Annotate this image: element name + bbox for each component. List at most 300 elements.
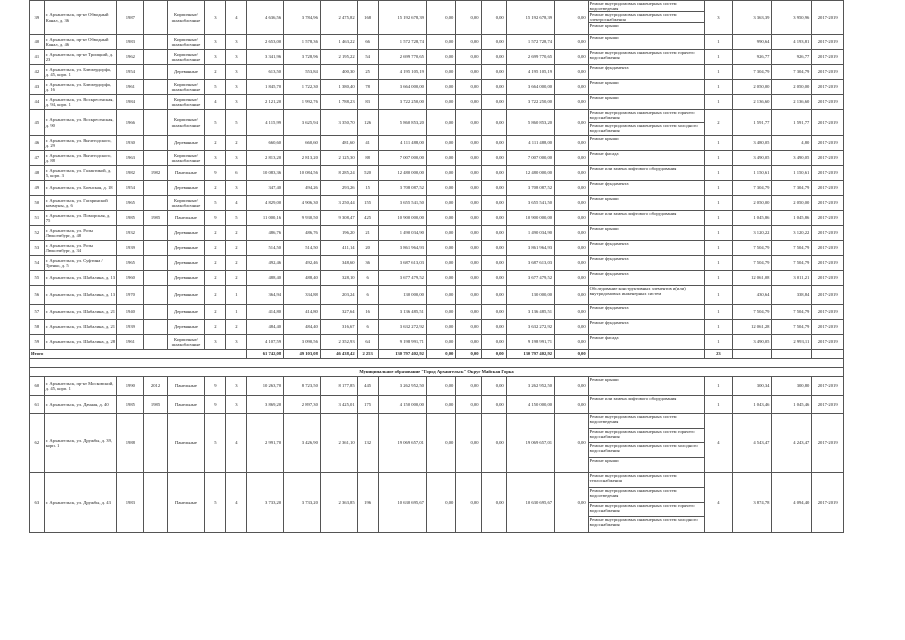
unit-cost: 300,34 bbox=[732, 377, 772, 396]
cost-regional: 0,00 bbox=[456, 335, 481, 350]
address: г. Архангельск, ул. Поморская, д. 75 bbox=[44, 211, 116, 226]
floors: 2 bbox=[205, 271, 226, 286]
cost-federal: 0,00 bbox=[426, 286, 455, 305]
cost-owners: 3 722 250,00 bbox=[506, 95, 554, 110]
table-row bbox=[30, 226, 844, 241]
cost-owners: 15 192 678,39 bbox=[506, 1, 554, 35]
floors: 5 bbox=[205, 80, 226, 95]
entrances: 3 bbox=[226, 65, 247, 80]
area-premises: 1 380,40 bbox=[320, 80, 357, 95]
cost-local: 0,00 bbox=[481, 271, 506, 286]
repair-period: 2017-2019 bbox=[812, 473, 844, 533]
repair-works bbox=[588, 473, 705, 533]
row-number: 59 bbox=[30, 335, 45, 350]
max-unit-cost: 2 993,11 bbox=[772, 335, 812, 350]
cost-total: 3 687 613,03 bbox=[378, 256, 426, 271]
residents: 21 bbox=[357, 226, 378, 241]
total-s3: 46 438,42 bbox=[320, 350, 357, 359]
repair-work-item: Обследование конструктивных элементов и(или) внутридомовых инженерных систем bbox=[589, 286, 686, 297]
cost-federal: 0,00 bbox=[426, 110, 455, 136]
cost-owners: 3 708 087,52 bbox=[506, 181, 554, 196]
cost-local: 0,00 bbox=[481, 65, 506, 80]
repair-work-item: Ремонт крыши bbox=[589, 80, 619, 85]
works-count: 1 bbox=[705, 271, 732, 286]
cost-total: 1 490 034,90 bbox=[378, 226, 426, 241]
area-residential: 10 084,56 bbox=[284, 166, 321, 181]
total-area: 3 733,20 bbox=[247, 473, 284, 533]
entrances: 2 bbox=[226, 241, 247, 256]
row-number: 46 bbox=[30, 136, 45, 151]
residents: 6 bbox=[357, 271, 378, 286]
area-residential: 484,40 bbox=[284, 320, 321, 335]
residents: 64 bbox=[357, 335, 378, 350]
table-row bbox=[30, 320, 844, 335]
cost-other: 0,00 bbox=[555, 65, 589, 80]
address: г. Архангельск, ул. Вычегодского, д. 88 bbox=[44, 151, 116, 166]
unit-cost: 3 490,05 bbox=[732, 151, 772, 166]
residents: 41 bbox=[357, 136, 378, 151]
residents: 6 bbox=[357, 286, 378, 305]
area-premises: 3 425,01 bbox=[320, 396, 357, 414]
repair-works bbox=[588, 286, 705, 305]
cost-regional: 0,00 bbox=[456, 241, 481, 256]
total-blank-yr bbox=[812, 350, 844, 359]
max-unit-cost: 4 243,47 bbox=[772, 414, 812, 473]
table-row bbox=[30, 181, 844, 196]
repair-period: 2017-2019 bbox=[812, 305, 844, 320]
cost-federal: 0,00 bbox=[426, 211, 455, 226]
renovation-year bbox=[144, 151, 167, 166]
renovation-year bbox=[144, 110, 167, 136]
repair-work-item: Ремонт внутридомовых инженерных систем водоотведения bbox=[589, 488, 705, 503]
max-unit-cost: 338,84 bbox=[772, 286, 812, 305]
total-res: 2 253 bbox=[357, 350, 378, 359]
entrances: 6 bbox=[226, 166, 247, 181]
area-residential: 3 625,94 bbox=[284, 110, 321, 136]
build-year: 1939 bbox=[117, 241, 144, 256]
repair-period: 2017-2019 bbox=[812, 166, 844, 181]
unit-cost: 3 874,78 bbox=[732, 473, 772, 533]
cost-regional: 0,00 bbox=[456, 473, 481, 533]
cost-regional: 0,00 bbox=[456, 95, 481, 110]
repair-works bbox=[588, 305, 705, 320]
row-number: 47 bbox=[30, 151, 45, 166]
floors: 5 bbox=[205, 473, 226, 533]
area-residential: 514,50 bbox=[284, 241, 321, 256]
works-count: 1 bbox=[705, 320, 732, 335]
row-number: 62 bbox=[30, 414, 45, 473]
repair-works bbox=[588, 256, 705, 271]
build-year: 1960 bbox=[117, 271, 144, 286]
entrances: 5 bbox=[226, 211, 247, 226]
address: г. Архангельск, ул. Шабалина, д. 21 bbox=[44, 305, 116, 320]
max-unit-cost: 7 504,79 bbox=[772, 256, 812, 271]
residents: 83 bbox=[357, 95, 378, 110]
cost-local: 0,00 bbox=[481, 473, 506, 533]
repair-work-item: Ремонт фундамента bbox=[589, 181, 629, 186]
entrances: 3 bbox=[226, 50, 247, 65]
table-row bbox=[30, 110, 844, 136]
table-row bbox=[30, 196, 844, 211]
row-number: 44 bbox=[30, 95, 45, 110]
cost-other: 0,00 bbox=[555, 414, 589, 473]
wall-material: Деревянные bbox=[167, 286, 205, 305]
entrances: 3 bbox=[226, 396, 247, 414]
total-area: 4 115,99 bbox=[247, 110, 284, 136]
cost-other: 0,00 bbox=[555, 1, 589, 35]
cost-federal: 0,00 bbox=[426, 241, 455, 256]
residents: 66 bbox=[357, 35, 378, 50]
build-year: 1965 bbox=[117, 256, 144, 271]
table-row bbox=[30, 414, 844, 473]
cost-other: 0,00 bbox=[555, 181, 589, 196]
residents: 78 bbox=[357, 80, 378, 95]
works-count: 1 bbox=[705, 335, 732, 350]
cost-total: 19 069 657,01 bbox=[378, 414, 426, 473]
area-residential: 494,26 bbox=[284, 181, 321, 196]
works-count: 1 bbox=[705, 65, 732, 80]
cost-federal: 0,00 bbox=[426, 271, 455, 286]
build-year: 1961 bbox=[117, 80, 144, 95]
total-c2: 0,00 bbox=[426, 350, 455, 359]
residents: 520 bbox=[357, 166, 378, 181]
repair-period: 2017-2019 bbox=[812, 226, 844, 241]
cost-local: 0,00 bbox=[481, 320, 506, 335]
wall-material: Панельные bbox=[167, 473, 205, 533]
renovation-year bbox=[144, 271, 167, 286]
cost-total: 3 664 000,00 bbox=[378, 80, 426, 95]
address: г. Архангельск, ул. Шабалина, д. 13 bbox=[44, 271, 116, 286]
repair-works bbox=[588, 166, 705, 181]
build-year: 1939 bbox=[117, 320, 144, 335]
total-blank-u2 bbox=[772, 350, 812, 359]
cost-regional: 0,00 bbox=[456, 35, 481, 50]
cost-federal: 0,00 bbox=[426, 377, 455, 396]
build-year: 1984 bbox=[117, 95, 144, 110]
repair-period: 2017-2019 bbox=[812, 35, 844, 50]
entrances: 4 bbox=[226, 414, 247, 473]
floors: 9 bbox=[205, 377, 226, 396]
total-area: 11 000,16 bbox=[247, 211, 284, 226]
residents: 425 bbox=[357, 211, 378, 226]
build-year: 1940 bbox=[117, 305, 144, 320]
entrances: 2 bbox=[226, 271, 247, 286]
works-count: 3 bbox=[705, 1, 732, 35]
max-unit-cost: 1 150,61 bbox=[772, 166, 812, 181]
floors: 9 bbox=[205, 211, 226, 226]
max-unit-cost: 4,80 bbox=[772, 136, 812, 151]
table-row bbox=[30, 241, 844, 256]
cost-owners: 10 900 000,00 bbox=[506, 211, 554, 226]
cost-federal: 0,00 bbox=[426, 35, 455, 50]
repair-work-item: Ремонт крыши bbox=[589, 136, 619, 141]
wall-material: Панельные bbox=[167, 166, 205, 181]
works-count: 1 bbox=[705, 50, 732, 65]
repair-period: 2017-2019 bbox=[812, 241, 844, 256]
area-premises: 8 177,85 bbox=[320, 377, 357, 396]
wall-material: Деревянные bbox=[167, 65, 205, 80]
area-residential: 1 578,36 bbox=[284, 35, 321, 50]
floors: 2 bbox=[205, 320, 226, 335]
cost-regional: 0,00 bbox=[456, 110, 481, 136]
capital-repair-table bbox=[29, 0, 844, 533]
floors: 2 bbox=[205, 305, 226, 320]
area-premises: 293,26 bbox=[320, 181, 357, 196]
area-premises: 328,10 bbox=[320, 271, 357, 286]
total-area: 3 341,96 bbox=[247, 50, 284, 65]
repair-period: 2017-2019 bbox=[812, 151, 844, 166]
repair-period: 2017-2019 bbox=[812, 65, 844, 80]
total-area: 2 813,20 bbox=[247, 151, 284, 166]
repair-period: 2017-2019 bbox=[812, 181, 844, 196]
cost-regional: 0,00 bbox=[456, 196, 481, 211]
renovation-year bbox=[144, 226, 167, 241]
cost-other: 0,00 bbox=[555, 196, 589, 211]
residents: 126 bbox=[357, 110, 378, 136]
cost-local: 0,00 bbox=[481, 136, 506, 151]
cost-owners: 2 699 770,65 bbox=[506, 50, 554, 65]
cost-regional: 0,00 bbox=[456, 286, 481, 305]
renovation-year bbox=[144, 241, 167, 256]
cost-federal: 0,00 bbox=[426, 136, 455, 151]
cost-other: 0,00 bbox=[555, 151, 589, 166]
floors: 4 bbox=[205, 95, 226, 110]
area-premises: 3 350,70 bbox=[320, 110, 357, 136]
max-unit-cost: 3 011,21 bbox=[772, 271, 812, 286]
cost-other: 0,00 bbox=[555, 80, 589, 95]
floors: 5 bbox=[205, 196, 226, 211]
cost-local: 0,00 bbox=[481, 377, 506, 396]
address: г. Архангельск, ул. Дачная, д. 40 bbox=[44, 396, 116, 414]
row-number: 41 bbox=[30, 50, 45, 65]
repair-work-item: Ремонт фасада bbox=[589, 151, 619, 156]
cost-owners: 3 861 964,93 bbox=[506, 241, 554, 256]
total-area: 4 636,56 bbox=[247, 1, 284, 35]
entrances: 5 bbox=[226, 110, 247, 136]
build-year: 1983 bbox=[117, 35, 144, 50]
wall-material: Кирпичные/ шлакоблочные bbox=[167, 80, 205, 95]
build-year: 1982 bbox=[117, 166, 144, 181]
repair-works bbox=[588, 414, 705, 473]
renovation-year: 1985 bbox=[144, 211, 167, 226]
area-residential: 334,88 bbox=[284, 286, 321, 305]
cost-federal: 0,00 bbox=[426, 305, 455, 320]
floors: 3 bbox=[205, 335, 226, 350]
cost-regional: 0,00 bbox=[456, 166, 481, 181]
build-year: 1983 bbox=[117, 473, 144, 533]
repair-works bbox=[588, 241, 705, 256]
address: г. Архангельск, ул. Шабалина, д. 28 bbox=[44, 335, 116, 350]
unit-cost: 926,77 bbox=[732, 50, 772, 65]
renovation-year bbox=[144, 181, 167, 196]
address: г. Архангельск, ул. Розы Люксембург, д. 34 bbox=[44, 241, 116, 256]
entrances: 4 bbox=[226, 473, 247, 533]
works-count: 1 bbox=[705, 226, 732, 241]
repair-work-item: Ремонт фундамента bbox=[589, 241, 629, 246]
spacer-row bbox=[30, 359, 844, 368]
total-c1: 130 797 402,92 bbox=[378, 350, 426, 359]
cost-owners: 4 111 488,00 bbox=[506, 136, 554, 151]
renovation-year bbox=[144, 286, 167, 305]
row-number: 60 bbox=[30, 377, 45, 396]
area-premises: 9 308,47 bbox=[320, 211, 357, 226]
unit-cost: 2 050,00 bbox=[732, 196, 772, 211]
works-count: 1 bbox=[705, 377, 732, 396]
document-sheet bbox=[29, 0, 844, 609]
row-number: 40 bbox=[30, 35, 45, 50]
table-row bbox=[30, 95, 844, 110]
cost-local: 0,00 bbox=[481, 211, 506, 226]
address: г. Архангельск, ул. Блюхердорфа, д. 16 bbox=[44, 80, 116, 95]
renovation-year bbox=[144, 1, 167, 35]
cost-other: 0,00 bbox=[555, 136, 589, 151]
area-premises: 2 352,93 bbox=[320, 335, 357, 350]
cost-regional: 0,00 bbox=[456, 256, 481, 271]
residents: 155 bbox=[357, 196, 378, 211]
area-residential: 492,46 bbox=[284, 256, 321, 271]
floors: 2 bbox=[205, 241, 226, 256]
unit-cost: 2 050,00 bbox=[732, 80, 772, 95]
works-count: 1 bbox=[705, 181, 732, 196]
cost-total: 3 722 250,00 bbox=[378, 95, 426, 110]
cost-regional: 0,00 bbox=[456, 396, 481, 414]
row-number: 61 bbox=[30, 396, 45, 414]
cost-total: 3 655 541,50 bbox=[378, 196, 426, 211]
total-area: 4 829,00 bbox=[247, 196, 284, 211]
cost-other: 0,00 bbox=[555, 211, 589, 226]
cost-regional: 0,00 bbox=[456, 136, 481, 151]
max-unit-cost: 7 304,79 bbox=[772, 181, 812, 196]
floors: 5 bbox=[205, 110, 226, 136]
cost-total: 1 572 728,74 bbox=[378, 35, 426, 50]
wall-material: Деревянные bbox=[167, 256, 205, 271]
total-area: 484,40 bbox=[247, 320, 284, 335]
entrances: 3 bbox=[226, 335, 247, 350]
total-area: 1 845,70 bbox=[247, 80, 284, 95]
max-unit-cost: 3 490,05 bbox=[772, 151, 812, 166]
wall-material: Панельные bbox=[167, 396, 205, 414]
repair-works bbox=[588, 181, 705, 196]
total-area: 10 263,70 bbox=[247, 377, 284, 396]
residents: 36 bbox=[357, 256, 378, 271]
unit-cost: 3 480,05 bbox=[732, 136, 772, 151]
build-year: 1963 bbox=[117, 151, 144, 166]
cost-other: 0,00 bbox=[555, 226, 589, 241]
repair-works bbox=[588, 151, 705, 166]
floors: 9 bbox=[205, 166, 226, 181]
row-number: 55 bbox=[30, 271, 45, 286]
cost-regional: 0,00 bbox=[456, 65, 481, 80]
section-title: Муниципальное образование "Город Архангельск" Округ Майская Горка bbox=[30, 368, 844, 377]
cost-regional: 0,00 bbox=[456, 181, 481, 196]
residents: 175 bbox=[357, 396, 378, 414]
wall-material: Кирпичные/ шлакоблочные bbox=[167, 35, 205, 50]
table-row bbox=[30, 473, 844, 533]
build-year: 1985 bbox=[117, 396, 144, 414]
repair-work-item: Ремонт крыши bbox=[589, 23, 619, 28]
unit-cost: 1 150,61 bbox=[732, 166, 772, 181]
max-unit-cost: 926,77 bbox=[772, 50, 812, 65]
renovation-year: 1985 bbox=[144, 396, 167, 414]
unit-cost: 7 504,79 bbox=[732, 305, 772, 320]
repair-work-item: Ремонт внутридомовых инженерных систем горячего водоснабжения bbox=[589, 50, 695, 61]
repair-period: 2017-2019 bbox=[812, 414, 844, 473]
entrances: 3 bbox=[226, 80, 247, 95]
total-area: 486,76 bbox=[247, 226, 284, 241]
cost-local: 0,00 bbox=[481, 50, 506, 65]
cost-owners: 7 007 000,00 bbox=[506, 151, 554, 166]
cost-regional: 0,00 bbox=[456, 377, 481, 396]
total-area: 3 869,20 bbox=[247, 396, 284, 414]
area-premises: 2 125,30 bbox=[320, 151, 357, 166]
build-year: 1988 bbox=[117, 414, 144, 473]
cost-local: 0,00 bbox=[481, 196, 506, 211]
build-year: 1930 bbox=[117, 136, 144, 151]
wall-material: Деревянные bbox=[167, 241, 205, 256]
works-count: 1 bbox=[705, 286, 732, 305]
repair-works bbox=[588, 80, 705, 95]
floors: 2 bbox=[205, 226, 226, 241]
repair-period: 2017-2019 bbox=[812, 396, 844, 414]
cost-owners: 3 136 485,51 bbox=[506, 305, 554, 320]
table-row bbox=[30, 35, 844, 50]
area-premises: 1 788,23 bbox=[320, 95, 357, 110]
repair-work-item: Ремонт внутридомовых инженерных систем водоотведения bbox=[589, 414, 705, 429]
area-residential: 1 992,76 bbox=[284, 95, 321, 110]
repair-works bbox=[588, 65, 705, 80]
total-area: 10 083,36 bbox=[247, 166, 284, 181]
max-unit-cost: 3 950,96 bbox=[772, 1, 812, 35]
address: г. Архангельск, ул. Боенская, д. 18 bbox=[44, 181, 116, 196]
residents: 132 bbox=[357, 414, 378, 473]
cost-local: 0,00 bbox=[481, 151, 506, 166]
cost-federal: 0,00 bbox=[426, 151, 455, 166]
works-count: 1 bbox=[705, 80, 732, 95]
cost-owners: 3 664 000,00 bbox=[506, 80, 554, 95]
area-premises: 2 361,10 bbox=[320, 414, 357, 473]
cost-other: 0,00 bbox=[555, 241, 589, 256]
address: г. Архангельск, пр-кт Троицкий, д. 23 bbox=[44, 50, 116, 65]
max-unit-cost: 7 504,79 bbox=[772, 305, 812, 320]
repair-work-item: Ремонт внутридомовых инженерных систем холодного водоснабжения bbox=[589, 443, 705, 458]
entrances: 3 bbox=[226, 151, 247, 166]
works-count: 1 bbox=[705, 95, 732, 110]
repair-work-item: Ремонт внутридомовых инженерных систем водоотведения bbox=[589, 1, 705, 12]
unit-cost: 7 304,79 bbox=[732, 181, 772, 196]
row-number: 53 bbox=[30, 241, 45, 256]
max-unit-cost: 1 045,46 bbox=[772, 396, 812, 414]
renovation-year bbox=[144, 320, 167, 335]
max-unit-cost: 300,80 bbox=[772, 377, 812, 396]
max-unit-cost: 3 120,22 bbox=[772, 226, 812, 241]
cost-total: 4 195 105,19 bbox=[378, 65, 426, 80]
cost-federal: 0,00 bbox=[426, 166, 455, 181]
cost-total: 7 007 000,00 bbox=[378, 151, 426, 166]
address: г. Архангельск, пр-кт Обводный Канал, д. 36 bbox=[44, 1, 116, 35]
cost-owners: 5 860 853,20 bbox=[506, 110, 554, 136]
renovation-year: 2012 bbox=[144, 377, 167, 396]
unit-cost: 990,64 bbox=[732, 35, 772, 50]
row-number: 45 bbox=[30, 110, 45, 136]
total-area: 514,50 bbox=[247, 241, 284, 256]
cost-owners: 1 572 728,74 bbox=[506, 35, 554, 50]
total-area: 347,40 bbox=[247, 181, 284, 196]
floors: 2 bbox=[205, 65, 226, 80]
repair-period: 2017-2019 bbox=[812, 196, 844, 211]
wall-material: Кирпичные/ шлакоблочные bbox=[167, 196, 205, 211]
residents: 168 bbox=[357, 1, 378, 35]
cost-local: 0,00 bbox=[481, 1, 506, 35]
